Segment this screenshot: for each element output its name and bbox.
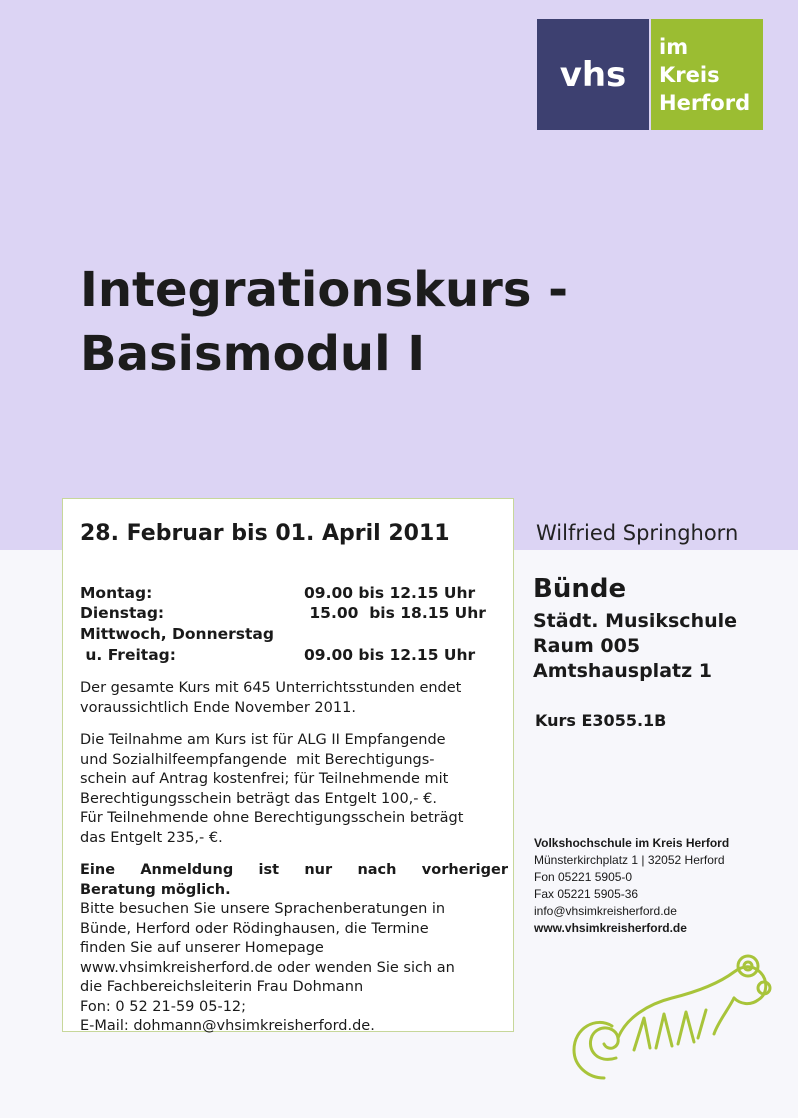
kreis-herford-logo <box>651 19 763 130</box>
location-city: Bünde <box>533 574 627 604</box>
course-dates: 28. Februar bis 01. April 2011 <box>80 521 450 546</box>
contact-website[interactable]: www.vhsimkreisherford.de <box>534 921 687 935</box>
text-line: das Entgelt 235,- €. <box>80 829 223 846</box>
text-line: Fon: 0 52 21-59 05-12; <box>80 998 247 1015</box>
text-line: Der gesamte Kurs mit 645 Unterrichtsstunden endet <box>80 680 462 696</box>
logo-line: Herford <box>659 91 751 115</box>
contact-block <box>534 835 729 937</box>
text-line: Bitte besuchen Sie unsere Sprachenberatungen in <box>80 901 446 917</box>
schedule-time: 09.00 bis 12.15 Uhr <box>304 646 476 664</box>
contact-phone: Fon 05221 5905-0 <box>534 870 633 884</box>
registration-notice: Eine Anmeldung ist nur nach vorheriger <box>80 862 508 878</box>
venue-line: Raum 005 <box>533 635 641 657</box>
schedule-day: u. Freitag: <box>80 646 176 664</box>
fees-text <box>80 731 508 848</box>
text-line: schein auf Antrag kostenfrei; für Teilnehmende mit <box>80 771 449 787</box>
course-number: Kurs E3055.1B <box>535 711 667 730</box>
text-line: Für Teilnehmende ohne Berechtigungsschein beträgt <box>80 810 464 826</box>
course-duration-text <box>80 679 508 718</box>
contact-fax: Fax 05221 5905-36 <box>534 887 639 901</box>
schedule-row <box>80 584 476 602</box>
text-line: E-Mail: dohmann@vhsimkreisherford.de. <box>80 1018 375 1034</box>
title-line-1: Integrationskurs - <box>80 262 569 318</box>
title-line-2: Basismodul I <box>80 326 426 382</box>
schedule-row <box>80 604 486 622</box>
text-line: Berechtigungsschein beträgt das Entgelt 100,- €. <box>80 790 437 807</box>
schedule-row <box>80 646 476 664</box>
contact-email[interactable]: info@vhsimkreisherford.de <box>534 904 677 918</box>
text-line: und Sozialhilfeempfangende mit Berechtigungs- <box>80 751 435 768</box>
venue-line: Städt. Musikschule <box>533 610 738 632</box>
text-line: Bünde, Herford oder Rödinghausen, die Termine <box>80 920 429 937</box>
schedule-day: Mittwoch, Donnerstag <box>80 625 274 643</box>
schedule-time: 15.00 bis 18.15 Uhr <box>304 604 486 622</box>
text-line: voraussichtlich Ende November 2011. <box>80 699 356 716</box>
text-line: die Fachbereichsleiterin Frau Dohmann <box>80 979 364 995</box>
teacher-name: Wilfried Springhorn <box>536 521 739 545</box>
chameleon-icon <box>568 938 788 1083</box>
logo-line: Kreis <box>659 63 720 87</box>
logo-vhs-text: vhs <box>559 54 627 95</box>
schedule-time: 09.00 bis 12.15 Uhr <box>304 584 476 602</box>
text-line: Die Teilnahme am Kurs ist für ALG II Empfangende <box>80 732 446 748</box>
registration-text <box>80 861 508 1037</box>
logo-line: im <box>659 35 689 59</box>
contact-org: Volkshochschule im Kreis Herford <box>534 836 730 850</box>
contact-address: Münsterkirchplatz 1 | 32052 Herford <box>534 853 725 867</box>
page-title <box>80 258 568 386</box>
text-line: finden Sie auf unserer Homepage <box>80 940 324 956</box>
course-info-box <box>62 498 514 1032</box>
schedule-day: Montag: <box>80 584 153 602</box>
location-venue <box>533 609 737 684</box>
venue-line: Amtshausplatz 1 <box>533 660 712 682</box>
registration-notice: Beratung möglich. <box>80 881 231 898</box>
text-line: www.vhsimkreisherford.de oder wenden Sie sich an <box>80 959 455 976</box>
vhs-logo <box>537 19 649 130</box>
schedule-row <box>80 625 274 643</box>
schedule-day: Dienstag: <box>80 604 165 622</box>
